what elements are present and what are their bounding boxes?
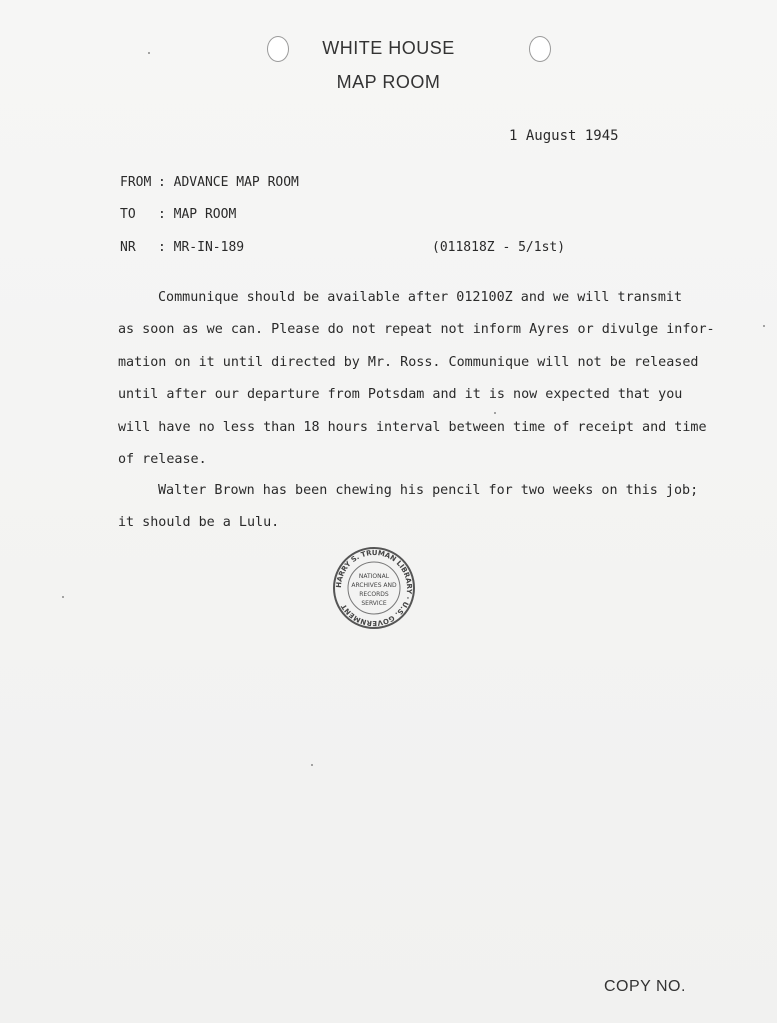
letterhead-line-1: WHITE HOUSE bbox=[322, 38, 455, 58]
body-paragraph-2 bbox=[118, 475, 718, 540]
body-line: will have no less than 18 hours interval between time of receipt and time bbox=[118, 419, 707, 435]
meta-from bbox=[120, 175, 299, 190]
stamp-inner-line: SERVICE bbox=[361, 600, 387, 607]
archive-stamp bbox=[332, 546, 416, 630]
paper-speck bbox=[494, 412, 496, 414]
body-line: of release. bbox=[118, 452, 207, 468]
meta-value: : MAP ROOM bbox=[158, 207, 237, 222]
body-line: until after our departure from Potsdam and it is now expected that you bbox=[118, 387, 683, 403]
body-line: as soon as we can. Please do not repeat not inform Ayres or divulge infor- bbox=[118, 322, 715, 338]
body-line: it should be a Lulu. bbox=[118, 515, 280, 531]
document-date: 1 August 1945 bbox=[509, 128, 619, 144]
meta-key: NR bbox=[120, 240, 136, 255]
body-line: Communique should be available after 012100Z and we will transmit bbox=[158, 290, 683, 305]
paper-speck bbox=[763, 325, 765, 327]
body-line: mation on it until directed by Mr. Ross. Communique will not be released bbox=[118, 354, 699, 370]
stamp-inner-line: RECORDS bbox=[359, 591, 389, 598]
message-reference: (011818Z - 5/1st) bbox=[432, 240, 566, 255]
meta-value: : ADVANCE MAP ROOM bbox=[158, 175, 299, 190]
meta-nr bbox=[120, 240, 244, 255]
stamp-inner-line: NATIONAL bbox=[358, 573, 390, 580]
paper-speck bbox=[311, 764, 313, 766]
stamp-outer-text: HARRY S. TRUMAN LIBRARY · U.S. GOVERNMENT bbox=[334, 548, 414, 628]
body-line: Walter Brown has been chewing his pencil for two weeks on this job; bbox=[158, 483, 699, 498]
meta-key: TO bbox=[120, 207, 136, 222]
meta-value: : MR-IN-189 bbox=[158, 240, 245, 255]
letterhead-line-2: MAP ROOM bbox=[336, 72, 441, 92]
meta-to bbox=[120, 207, 236, 222]
paper-speck bbox=[62, 596, 64, 598]
copy-number-label: COPY NO. bbox=[604, 978, 686, 995]
body-paragraph-1 bbox=[118, 282, 718, 476]
stamp-inner-line: ARCHIVES AND bbox=[351, 582, 397, 589]
paper-speck bbox=[148, 52, 150, 54]
meta-key: FROM bbox=[120, 175, 152, 190]
